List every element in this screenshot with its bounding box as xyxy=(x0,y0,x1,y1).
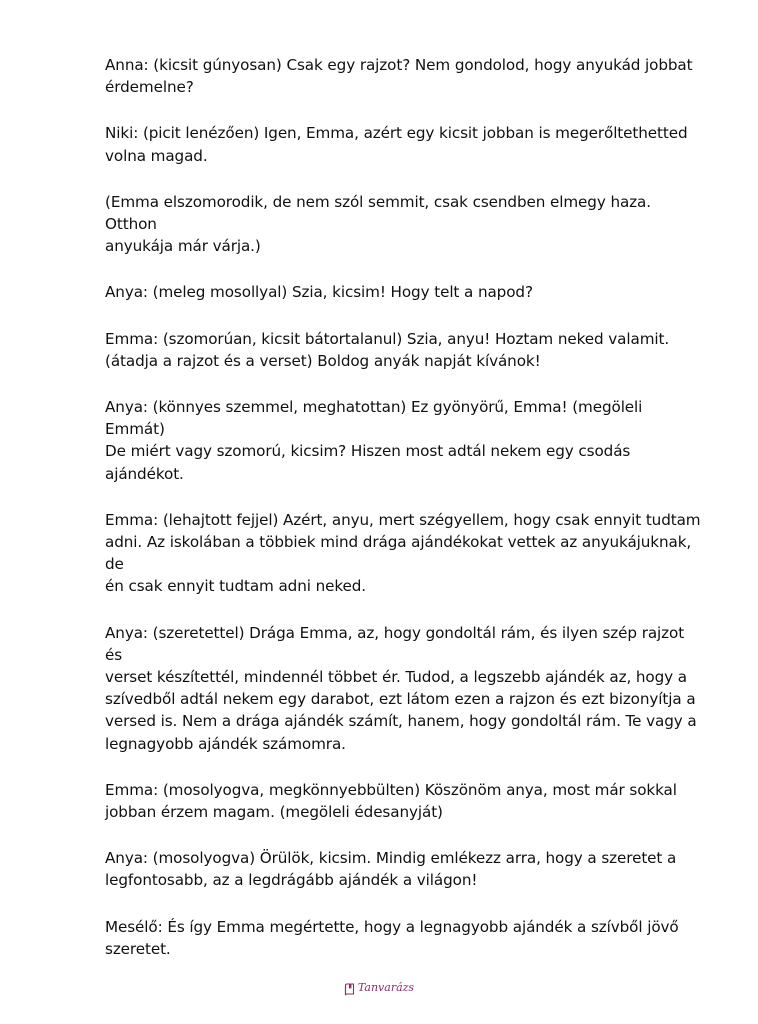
book-bookmark-icon xyxy=(344,981,355,994)
footer-brand xyxy=(0,981,758,994)
paragraph-emma-1: Emma: (szomorúan, kicsit bátortalanul) Szia, anyu! Hoztam neked valamit. (átadja a rajzot és a verset) Boldog anyák napját kívánok! xyxy=(105,329,670,370)
paragraph-anna-1: Anna: (kicsit gúnyosan) Csak egy rajzot? Nem gondolod, hogy anyukád jobbat érdemelne? xyxy=(105,56,693,97)
brand-name: Tanvarázs xyxy=(357,981,415,994)
paragraph-anya-1: Anya: (meleg mosollyal) Szia, kicsim! Hogy telt a napod? xyxy=(105,283,533,302)
paragraph-meselo: Mesélő: És így Emma megértette, hogy a legnagyobb ajándék a szívből jövő szeretet. xyxy=(105,917,679,958)
paragraph-stage-direction: (Emma elszomorodik, de nem szól semmit, csak csendben elmegy haza. Otthon anyukája már várja.) xyxy=(105,192,651,256)
paragraph-anya-3: Anya: (szeretettel) Drága Emma, az, hogy gondoltál rám, és ilyen szép rajzot és verset készítettél, mindennél többet ér. Tudod, a legszebb ajándék az, hogy a szívedből adtál nekem egy darabot, ezt látom ezen a rajzon és ezt bizonyítja a versed is. Nem a drága ajándék számít, hanem, hogy gondoltál rám. Te vagy a legnagyobb ajándék számomra. xyxy=(105,623,697,753)
script-text xyxy=(105,54,705,984)
paragraph-niki-1: Niki: (picit lenézően) Igen, Emma, azért egy kicsit jobban is megerőltethetted volna magad. xyxy=(105,124,688,165)
paragraph-emma-2: Emma: (lehajtott fejjel) Azért, anyu, mert szégyellem, hogy csak ennyit tudtam adni. Az iskolában a többiek mind drága ajándékokat vettek az anyukájuknak, de én csak ennyit tudtam adni neked. xyxy=(105,510,701,596)
paragraph-emma-3: Emma: (mosolyogva, megkönnyebbülten) Köszönöm anya, most már sokkal jobban érzem magam. (megöleli édesanyját) xyxy=(105,780,677,822)
paragraph-anya-4: Anya: (mosolyogva) Örülök, kicsim. Mindig emlékezz arra, hogy a szeretet a legfontosabb, az a legdrágább ajándék a világon! xyxy=(105,849,677,890)
paragraph-anya-2: Anya: (könnyes szemmel, meghatottan) Ez gyönyörű, Emma! (megöleli Emmát) De miért vagy szomorú, kicsim? Hiszen most adtál nekem egy csodás ajándékot. xyxy=(105,398,643,483)
